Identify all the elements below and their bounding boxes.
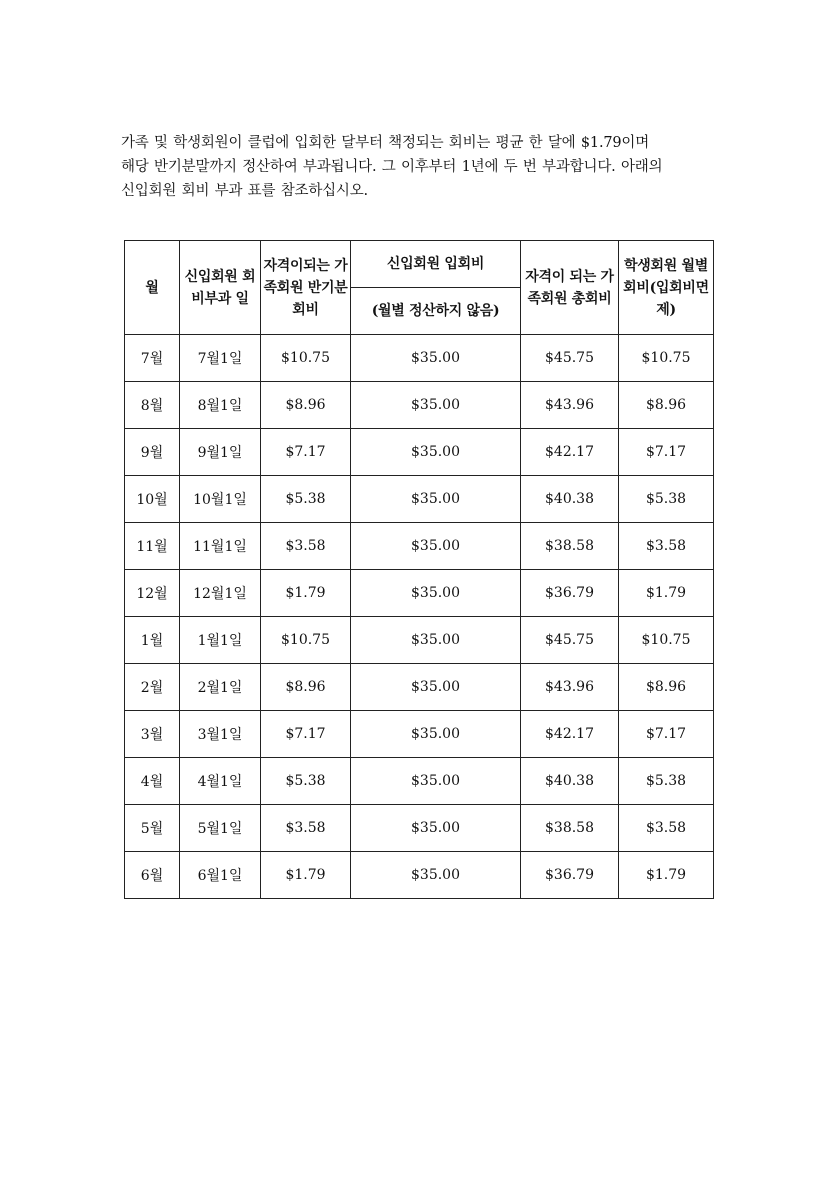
- cell-entry-fee: $35.00: [351, 617, 521, 664]
- cell-month: 12월: [125, 570, 180, 617]
- cell-billing-date: 5월1일: [180, 805, 261, 852]
- fee-table: [124, 240, 714, 899]
- table-row: [125, 617, 714, 664]
- cell-total-fee: $40.38: [521, 758, 619, 805]
- cell-month: 3월: [125, 711, 180, 758]
- header-entry-fee: 신입회원 입회비: [351, 241, 521, 288]
- cell-billing-date: 10월1일: [180, 476, 261, 523]
- cell-student-fee: $7.17: [619, 429, 714, 476]
- cell-student-fee: $7.17: [619, 711, 714, 758]
- cell-half-year-fee: $1.79: [261, 852, 351, 899]
- cell-entry-fee: $35.00: [351, 805, 521, 852]
- cell-total-fee: $36.79: [521, 852, 619, 899]
- cell-billing-date: 3월1일: [180, 711, 261, 758]
- cell-entry-fee: $35.00: [351, 429, 521, 476]
- cell-half-year-fee: $10.75: [261, 335, 351, 382]
- cell-student-fee: $3.58: [619, 805, 714, 852]
- cell-entry-fee: $35.00: [351, 852, 521, 899]
- header-total-fee: 자격이 되는 가족회원 총회비: [521, 241, 619, 335]
- cell-half-year-fee: $1.79: [261, 570, 351, 617]
- table-row: [125, 523, 714, 570]
- cell-student-fee: $10.75: [619, 335, 714, 382]
- cell-entry-fee: $35.00: [351, 335, 521, 382]
- table-row: [125, 664, 714, 711]
- cell-billing-date: 9월1일: [180, 429, 261, 476]
- cell-half-year-fee: $8.96: [261, 664, 351, 711]
- cell-month: 4월: [125, 758, 180, 805]
- cell-half-year-fee: $7.17: [261, 711, 351, 758]
- intro-line: 신입회원 회비 부과 표를 참조하십시오.: [121, 183, 368, 199]
- cell-billing-date: 8월1일: [180, 382, 261, 429]
- cell-student-fee: $5.38: [619, 476, 714, 523]
- table-row: [125, 805, 714, 852]
- cell-half-year-fee: $10.75: [261, 617, 351, 664]
- cell-entry-fee: $35.00: [351, 523, 521, 570]
- cell-month: 7월: [125, 335, 180, 382]
- cell-billing-date: 2월1일: [180, 664, 261, 711]
- cell-student-fee: $1.79: [619, 852, 714, 899]
- cell-half-year-fee: $8.96: [261, 382, 351, 429]
- cell-billing-date: 12월1일: [180, 570, 261, 617]
- cell-student-fee: $8.96: [619, 382, 714, 429]
- table-row: [125, 711, 714, 758]
- header-entry-fee-note: (월별 정산하지 않음): [351, 288, 521, 335]
- cell-entry-fee: $35.00: [351, 711, 521, 758]
- cell-entry-fee: $35.00: [351, 758, 521, 805]
- cell-month: 1월: [125, 617, 180, 664]
- cell-entry-fee: $35.00: [351, 382, 521, 429]
- cell-billing-date: 1월1일: [180, 617, 261, 664]
- cell-student-fee: $10.75: [619, 617, 714, 664]
- header-billing-date: 신입회원 회비부과 일: [180, 241, 261, 335]
- header-month: 월: [125, 241, 180, 335]
- cell-billing-date: 6월1일: [180, 852, 261, 899]
- fee-table-body: [125, 335, 714, 899]
- table-row: [125, 335, 714, 382]
- cell-student-fee: $1.79: [619, 570, 714, 617]
- cell-total-fee: $45.75: [521, 617, 619, 664]
- cell-total-fee: $40.38: [521, 476, 619, 523]
- cell-half-year-fee: $3.58: [261, 523, 351, 570]
- intro-line: 해당 반기분말까지 정산하여 부과됩니다. 그 이후부터 1년에 두 번 부과합니다. 아래의: [121, 159, 663, 175]
- cell-billing-date: 4월1일: [180, 758, 261, 805]
- intro-paragraph: [121, 131, 721, 203]
- cell-half-year-fee: $3.58: [261, 805, 351, 852]
- table-row: [125, 429, 714, 476]
- cell-billing-date: 11월1일: [180, 523, 261, 570]
- header-student-fee: 학생회원 월별회비(입회비면제): [619, 241, 714, 335]
- header-half-year-fee: 자격이되는 가족회원 반기분회비: [261, 241, 351, 335]
- table-row: [125, 570, 714, 617]
- intro-line: 가족 및 학생회원이 클럽에 입회한 달부터 책정되는 회비는 평균 한 달에 $1.79이며: [121, 135, 650, 151]
- cell-entry-fee: $35.00: [351, 664, 521, 711]
- cell-month: 6월: [125, 852, 180, 899]
- cell-half-year-fee: $7.17: [261, 429, 351, 476]
- cell-half-year-fee: $5.38: [261, 476, 351, 523]
- cell-entry-fee: $35.00: [351, 476, 521, 523]
- cell-total-fee: $42.17: [521, 711, 619, 758]
- cell-month: 2월: [125, 664, 180, 711]
- cell-total-fee: $43.96: [521, 382, 619, 429]
- table-row: [125, 852, 714, 899]
- cell-month: 9월: [125, 429, 180, 476]
- cell-month: 8월: [125, 382, 180, 429]
- table-row: [125, 476, 714, 523]
- cell-total-fee: $38.58: [521, 523, 619, 570]
- cell-total-fee: $42.17: [521, 429, 619, 476]
- cell-total-fee: $45.75: [521, 335, 619, 382]
- cell-month: 11월: [125, 523, 180, 570]
- cell-month: 10월: [125, 476, 180, 523]
- cell-total-fee: $36.79: [521, 570, 619, 617]
- cell-student-fee: $3.58: [619, 523, 714, 570]
- cell-student-fee: $5.38: [619, 758, 714, 805]
- cell-student-fee: $8.96: [619, 664, 714, 711]
- cell-total-fee: $38.58: [521, 805, 619, 852]
- cell-entry-fee: $35.00: [351, 570, 521, 617]
- table-row: [125, 382, 714, 429]
- cell-billing-date: 7월1일: [180, 335, 261, 382]
- cell-month: 5월: [125, 805, 180, 852]
- cell-half-year-fee: $5.38: [261, 758, 351, 805]
- table-row: [125, 758, 714, 805]
- cell-total-fee: $43.96: [521, 664, 619, 711]
